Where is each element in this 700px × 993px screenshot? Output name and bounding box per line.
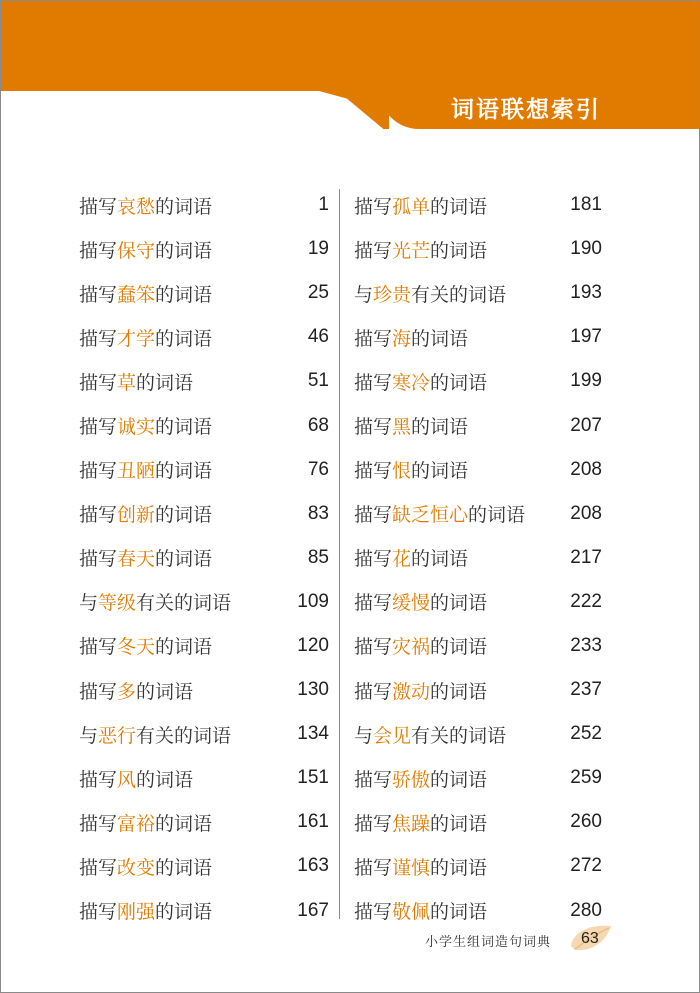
entry-keyword: 冬天 <box>117 636 156 659</box>
entry-page-number: 197 <box>570 326 602 348</box>
index-entry[interactable] <box>79 712 329 756</box>
entry-page-number: 109 <box>297 590 329 612</box>
entry-prefix: 描写 <box>79 239 118 262</box>
entry-suffix: 的词语 <box>155 504 213 527</box>
entry-prefix: 描写 <box>79 768 118 791</box>
entry-prefix: 描写 <box>79 548 118 571</box>
index-entry[interactable] <box>79 756 329 800</box>
entry-keyword: 蠢笨 <box>117 283 156 306</box>
entry-suffix: 的词语 <box>155 636 213 659</box>
entry-keyword: 草 <box>117 371 137 394</box>
entry-prefix: 描写 <box>354 636 393 659</box>
entry-suffix: 的词语 <box>155 327 213 350</box>
entry-page-number: 161 <box>297 811 329 833</box>
entry-prefix: 描写 <box>79 856 118 879</box>
index-entry[interactable] <box>79 492 329 536</box>
entry-keyword: 焦躁 <box>392 812 431 835</box>
entry-keyword: 改变 <box>117 856 156 879</box>
entry-prefix: 描写 <box>79 901 118 924</box>
entry-prefix: 与 <box>79 724 99 747</box>
entry-page-number: 272 <box>570 855 602 877</box>
entry-page-number: 134 <box>297 723 329 745</box>
entry-keyword: 哀愁 <box>117 195 156 218</box>
entry-suffix: 的词语 <box>430 812 488 835</box>
entry-suffix: 的词语 <box>411 416 469 439</box>
entry-keyword: 珍贵 <box>373 283 412 306</box>
entry-page-number: 85 <box>307 546 329 568</box>
index-entry[interactable] <box>354 712 602 756</box>
entry-prefix: 描写 <box>79 371 118 394</box>
index-entry[interactable] <box>354 844 602 888</box>
entry-label <box>79 412 212 439</box>
entry-page-number: 208 <box>570 502 602 524</box>
entry-prefix: 描写 <box>354 856 393 879</box>
index-entry[interactable] <box>354 492 602 536</box>
entry-page-number: 181 <box>570 194 602 216</box>
index-entry[interactable] <box>354 315 602 359</box>
entry-page-number: 193 <box>570 282 602 304</box>
entry-label <box>79 544 212 571</box>
entry-prefix: 描写 <box>79 680 118 703</box>
entry-keyword: 保守 <box>117 239 156 262</box>
entry-suffix: 有关的词语 <box>411 283 507 306</box>
entry-page-number: 259 <box>570 767 602 789</box>
entry-suffix: 的词语 <box>430 768 488 791</box>
entry-label <box>354 632 487 659</box>
index-entry[interactable] <box>79 315 329 359</box>
entry-keyword: 缓慢 <box>392 592 431 615</box>
entry-suffix: 的词语 <box>430 901 488 924</box>
entry-page-number: 222 <box>570 590 602 612</box>
entry-keyword: 诚实 <box>117 416 156 439</box>
entry-keyword: 黑 <box>392 416 412 439</box>
entry-page-number: 207 <box>570 414 602 436</box>
entry-label <box>354 588 487 615</box>
index-entry[interactable] <box>79 271 329 315</box>
index-entry[interactable] <box>79 359 329 403</box>
entry-label <box>79 236 212 263</box>
entry-suffix: 的词语 <box>430 636 488 659</box>
entry-prefix: 与 <box>354 283 374 306</box>
entry-page-number: 252 <box>570 723 602 745</box>
index-entry[interactable] <box>354 756 602 800</box>
index-entry[interactable] <box>79 448 329 492</box>
entry-keyword: 风 <box>117 768 137 791</box>
entry-keyword: 缺乏恒心 <box>392 504 469 527</box>
entry-prefix: 描写 <box>79 283 118 306</box>
entry-label <box>79 192 212 219</box>
index-entry[interactable] <box>79 536 329 580</box>
entry-suffix: 的词语 <box>155 812 213 835</box>
entry-page-number: 151 <box>297 767 329 789</box>
index-entry[interactable] <box>354 448 602 492</box>
entry-keyword: 刚强 <box>117 901 156 924</box>
entry-prefix: 描写 <box>354 548 393 571</box>
index-entry[interactable] <box>354 800 602 844</box>
index-entry[interactable] <box>354 359 602 403</box>
book-title: 小学生组词造句词典 <box>425 935 552 950</box>
entry-suffix: 的词语 <box>411 327 469 350</box>
entry-suffix: 的词语 <box>155 460 213 483</box>
index-column-right <box>354 183 602 933</box>
entry-page-number: 1 <box>318 194 329 216</box>
entry-label <box>354 412 468 439</box>
entry-keyword: 等级 <box>98 592 137 615</box>
entry-label <box>79 456 212 483</box>
entry-page-number: 83 <box>307 502 329 524</box>
entry-suffix: 的词语 <box>155 283 213 306</box>
entry-keyword: 富裕 <box>117 812 156 835</box>
entry-label <box>79 588 231 615</box>
entry-page-number: 25 <box>307 282 329 304</box>
entry-page-number: 280 <box>570 899 602 921</box>
entry-suffix: 有关的词语 <box>411 724 507 747</box>
entry-suffix: 有关的词语 <box>136 592 232 615</box>
entry-keyword: 恶行 <box>98 724 137 747</box>
entry-suffix: 的词语 <box>430 239 488 262</box>
entry-label <box>79 500 212 527</box>
entry-page-number: 190 <box>570 238 602 260</box>
entry-label <box>354 324 468 351</box>
entry-suffix: 的词语 <box>155 901 213 924</box>
entry-label <box>79 809 212 836</box>
index-entry[interactable] <box>79 580 329 624</box>
entry-prefix: 描写 <box>354 195 393 218</box>
index-entry[interactable] <box>79 844 329 888</box>
index-entry[interactable] <box>79 227 329 271</box>
entry-label <box>79 765 193 792</box>
entry-label <box>354 456 468 483</box>
entry-label <box>79 324 212 351</box>
entry-label <box>354 809 487 836</box>
entry-prefix: 描写 <box>79 636 118 659</box>
entry-label <box>354 500 525 527</box>
index-entry[interactable] <box>79 800 329 844</box>
entry-label <box>354 765 487 792</box>
entry-suffix: 的词语 <box>155 548 213 571</box>
entry-suffix: 的词语 <box>430 195 488 218</box>
entry-prefix: 描写 <box>354 592 393 615</box>
entry-prefix: 描写 <box>354 460 393 483</box>
entry-suffix: 有关的词语 <box>136 724 232 747</box>
entry-suffix: 的词语 <box>468 504 526 527</box>
entry-suffix: 的词语 <box>430 371 488 394</box>
entry-page-number: 199 <box>570 370 602 392</box>
entry-label <box>79 632 212 659</box>
entry-keyword: 多 <box>117 680 137 703</box>
entry-label <box>354 677 487 704</box>
index-entry[interactable] <box>79 403 329 447</box>
entry-keyword: 春天 <box>117 548 156 571</box>
entry-keyword: 敬佩 <box>392 901 431 924</box>
page-title: 词语联想索引 <box>451 97 601 123</box>
entry-prefix: 描写 <box>354 371 393 394</box>
entry-suffix: 的词语 <box>155 195 213 218</box>
column-divider <box>339 189 340 919</box>
entry-label <box>354 897 487 924</box>
entry-prefix: 描写 <box>79 460 118 483</box>
entry-keyword: 丑陋 <box>117 460 156 483</box>
entry-page-number: 260 <box>570 811 602 833</box>
entry-keyword: 花 <box>392 548 412 571</box>
entry-prefix: 描写 <box>354 901 393 924</box>
entry-label <box>354 853 487 880</box>
index-entry[interactable] <box>79 183 329 227</box>
index-entry[interactable] <box>354 536 602 580</box>
entry-keyword: 骄傲 <box>392 768 431 791</box>
entry-suffix: 的词语 <box>411 548 469 571</box>
entry-label <box>354 544 468 571</box>
index-entry[interactable] <box>354 403 602 447</box>
entry-label <box>354 192 487 219</box>
entry-keyword: 才学 <box>117 327 156 350</box>
entry-prefix: 描写 <box>79 195 118 218</box>
entry-keyword: 谨慎 <box>392 856 431 879</box>
entry-suffix: 的词语 <box>155 239 213 262</box>
entry-keyword: 寒冷 <box>392 371 431 394</box>
entry-prefix: 描写 <box>354 768 393 791</box>
entry-label <box>354 280 506 307</box>
entry-label <box>79 897 212 924</box>
header-band <box>1 1 699 91</box>
entry-suffix: 的词语 <box>136 371 194 394</box>
entry-keyword: 激动 <box>392 680 431 703</box>
entry-suffix: 的词语 <box>430 856 488 879</box>
index-entry[interactable] <box>354 271 602 315</box>
entry-prefix: 描写 <box>354 239 393 262</box>
entry-label <box>79 853 212 880</box>
entry-page-number: 163 <box>297 855 329 877</box>
index-entry[interactable] <box>354 889 602 933</box>
entry-label <box>79 368 193 395</box>
index-entry[interactable] <box>354 580 602 624</box>
entry-suffix: 的词语 <box>430 592 488 615</box>
entry-keyword: 灾祸 <box>392 636 431 659</box>
entry-label <box>79 677 193 704</box>
entry-suffix: 的词语 <box>136 768 194 791</box>
entry-keyword: 创新 <box>117 504 156 527</box>
entry-suffix: 的词语 <box>136 680 194 703</box>
index-entry[interactable] <box>354 668 602 712</box>
entry-keyword: 光芒 <box>392 239 431 262</box>
entry-page-number: 167 <box>297 899 329 921</box>
entry-page-number: 51 <box>307 370 329 392</box>
entry-label <box>354 368 487 395</box>
entry-prefix: 与 <box>79 592 99 615</box>
entry-prefix: 描写 <box>79 327 118 350</box>
index-entry[interactable] <box>354 624 602 668</box>
entry-keyword: 会见 <box>373 724 412 747</box>
entry-page-number: 237 <box>570 679 602 701</box>
entry-label <box>354 721 506 748</box>
entry-page-number: 208 <box>570 458 602 480</box>
index-entry[interactable] <box>354 183 602 227</box>
entry-page-number: 233 <box>570 634 602 656</box>
entry-keyword: 孤单 <box>392 195 431 218</box>
entry-prefix: 描写 <box>79 812 118 835</box>
entry-page-number: 19 <box>307 238 329 260</box>
entry-keyword: 恨 <box>392 460 412 483</box>
entry-prefix: 描写 <box>79 416 118 439</box>
entry-prefix: 描写 <box>354 416 393 439</box>
entry-prefix: 描写 <box>354 327 393 350</box>
index-entry[interactable] <box>79 668 329 712</box>
entry-page-number: 68 <box>307 414 329 436</box>
page-number: 63 <box>581 930 599 947</box>
entry-suffix: 的词语 <box>155 416 213 439</box>
entry-page-number: 217 <box>570 546 602 568</box>
index-entry[interactable] <box>354 227 602 271</box>
entry-prefix: 描写 <box>354 504 393 527</box>
entry-page-number: 46 <box>307 326 329 348</box>
entry-label <box>79 280 212 307</box>
index-entry[interactable] <box>79 889 329 933</box>
entry-page-number: 76 <box>307 458 329 480</box>
entry-page-number: 120 <box>297 634 329 656</box>
index-entry[interactable] <box>79 624 329 668</box>
entry-keyword: 海 <box>392 327 412 350</box>
entry-label <box>354 236 487 263</box>
entry-label <box>79 721 231 748</box>
entry-prefix: 与 <box>354 724 374 747</box>
entry-suffix: 的词语 <box>155 856 213 879</box>
index-column-left <box>79 183 329 933</box>
entry-suffix: 的词语 <box>430 680 488 703</box>
entry-prefix: 描写 <box>354 812 393 835</box>
entry-suffix: 的词语 <box>411 460 469 483</box>
entry-page-number: 130 <box>297 679 329 701</box>
entry-prefix: 描写 <box>354 680 393 703</box>
entry-prefix: 描写 <box>79 504 118 527</box>
